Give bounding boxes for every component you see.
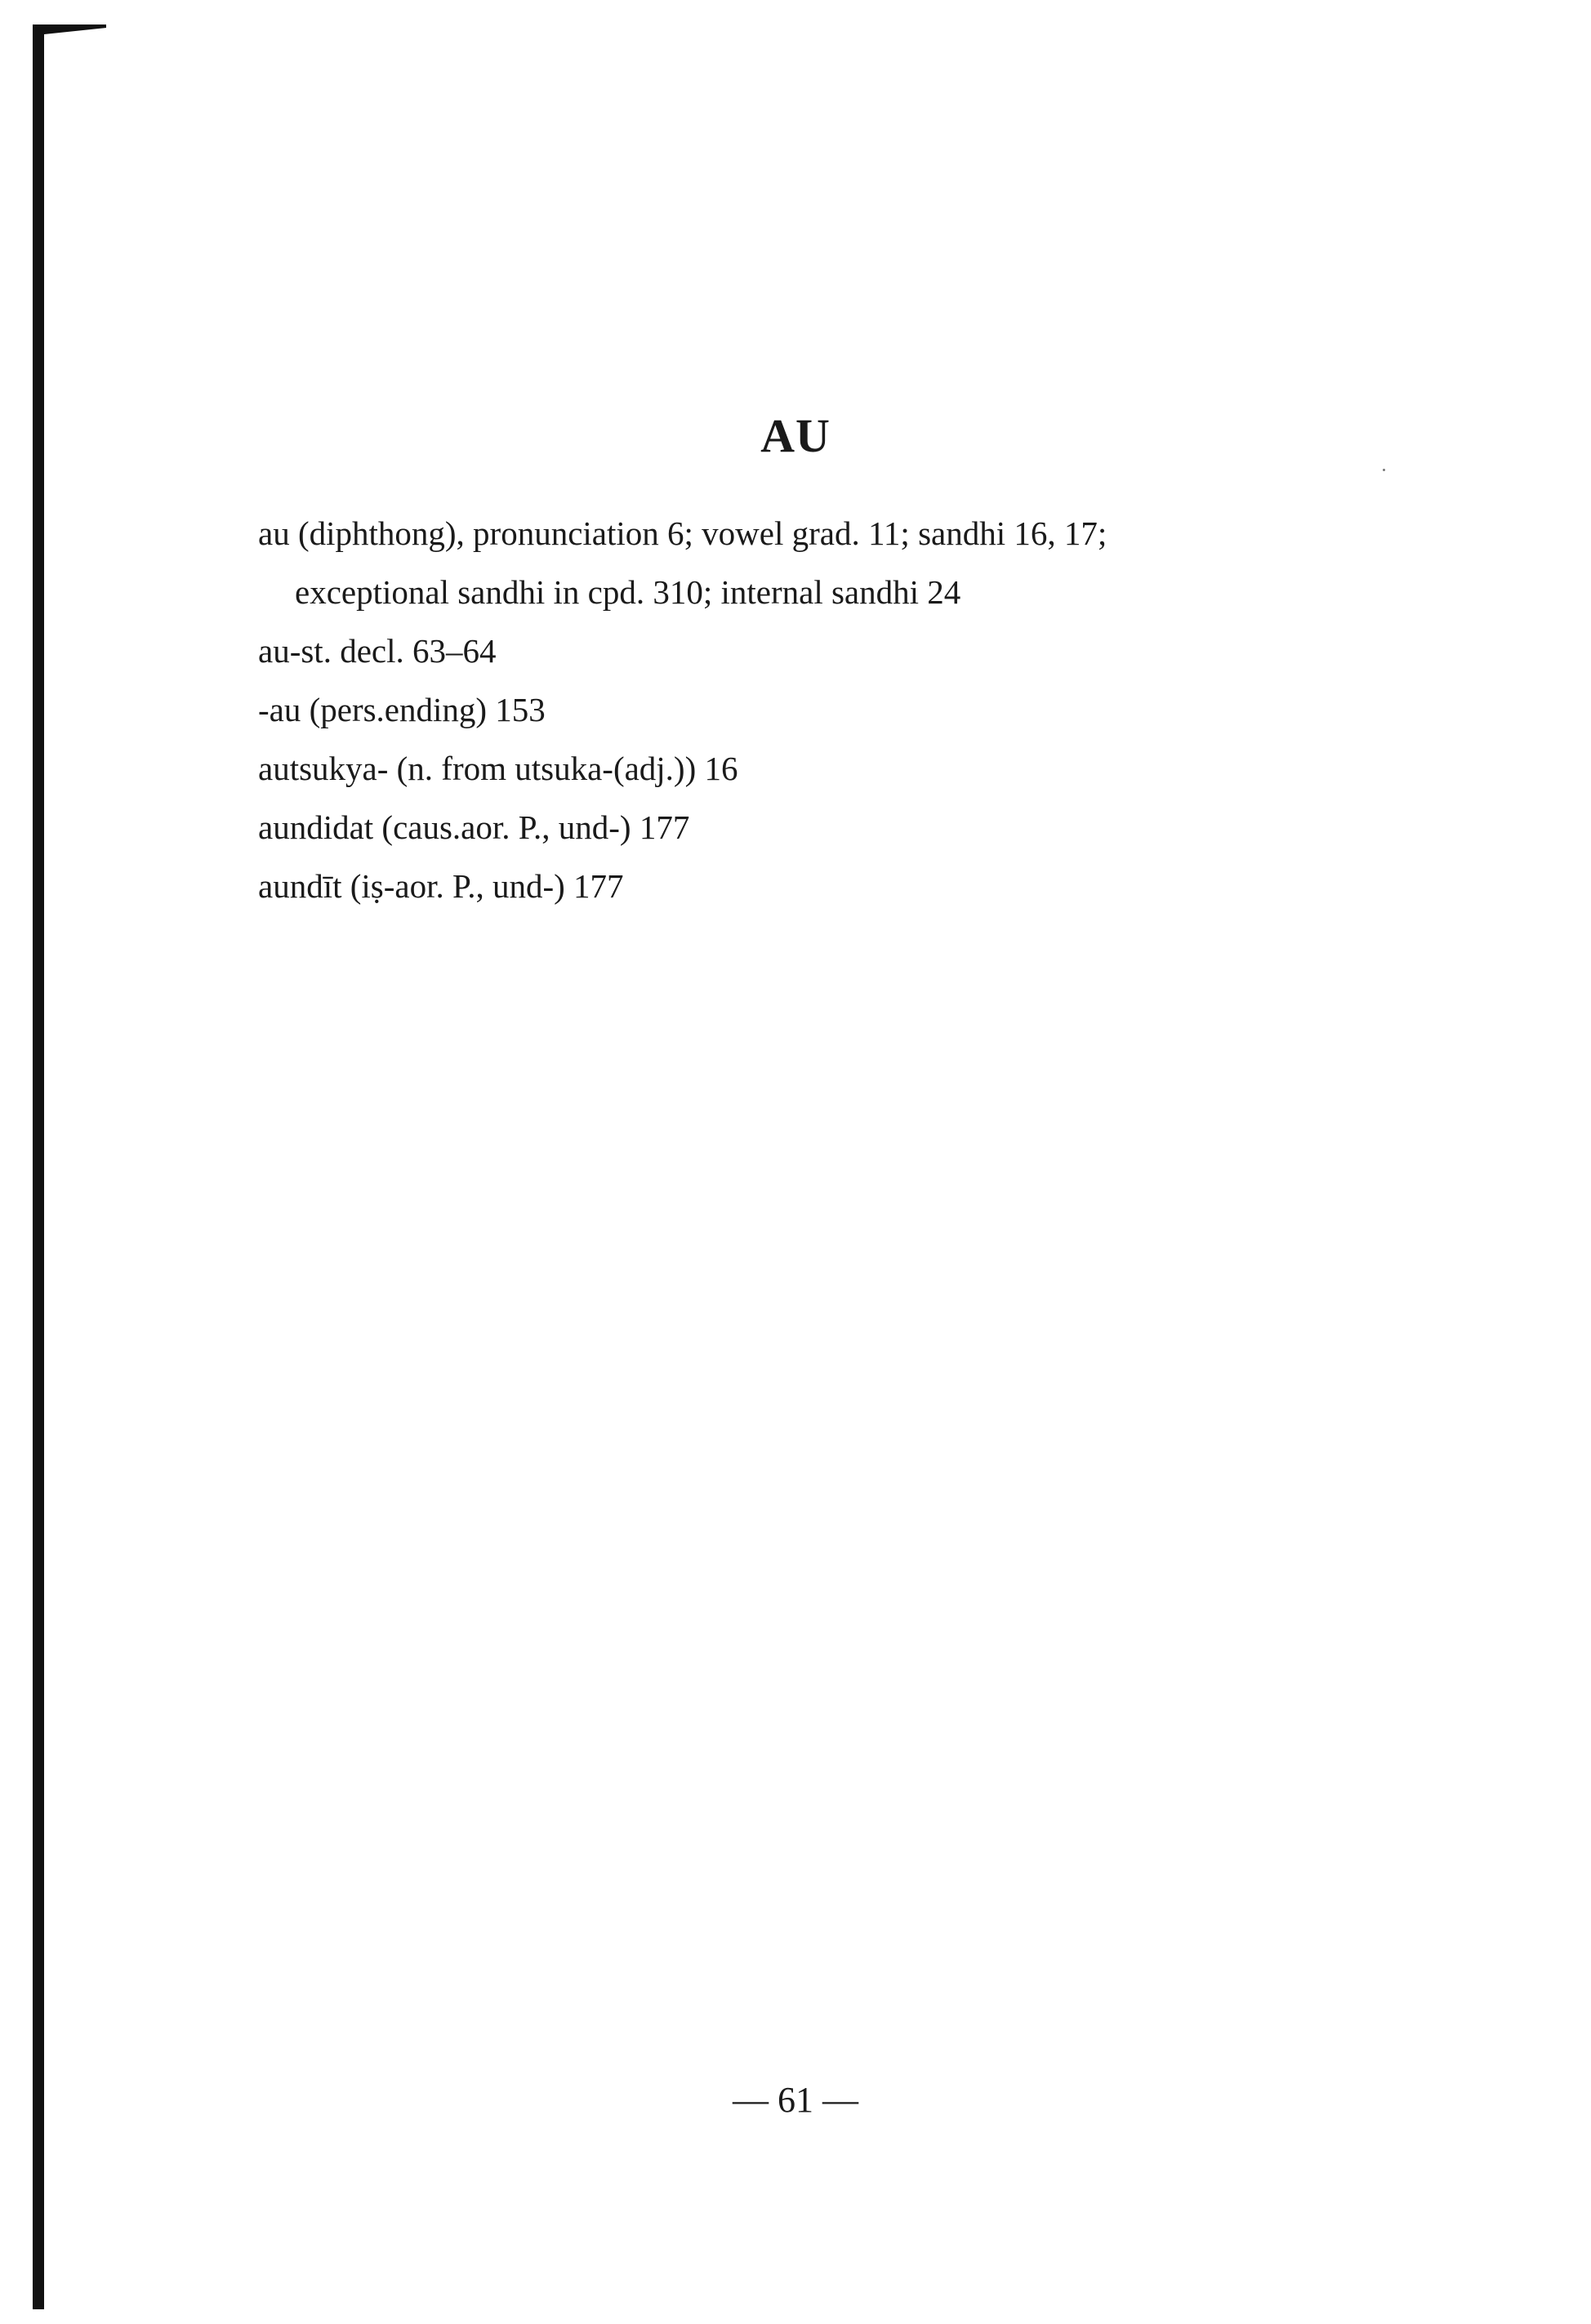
index-entry — [258, 504, 1418, 621]
index-entry-text: autsukya- (n. from utsuka-(adj.)) 16 — [258, 750, 738, 787]
scan-speck — [1383, 469, 1385, 471]
index-entry-text: aundīt (iṣ-aor. P., und-) 177 — [258, 867, 624, 905]
page-number: — 61 — — [733, 2080, 858, 2120]
index-entry-text: -au (pers.ending) 153 — [258, 691, 546, 728]
index-entry-text: aundidat (caus.aor. P., und-) 177 — [258, 808, 690, 846]
index-entry-text: au-st. decl. 63–64 — [258, 632, 497, 670]
index-entry — [258, 739, 1418, 798]
index-entry-text: au (diphthong), pronunciation 6; vowel grad. 11; sandhi 16, 17; — [258, 514, 1107, 552]
index-entry-continuation: exceptional sandhi in cpd. 310; internal sandhi 24 — [295, 573, 961, 611]
scan-corner-mark — [33, 24, 106, 49]
index-entry — [258, 680, 1418, 739]
index-entry — [258, 798, 1418, 857]
index-entry — [258, 621, 1418, 680]
scan-binding-edge — [33, 31, 44, 2309]
index-entries — [258, 504, 1418, 915]
index-entry — [258, 857, 1418, 915]
section-title: AU — [760, 409, 831, 462]
